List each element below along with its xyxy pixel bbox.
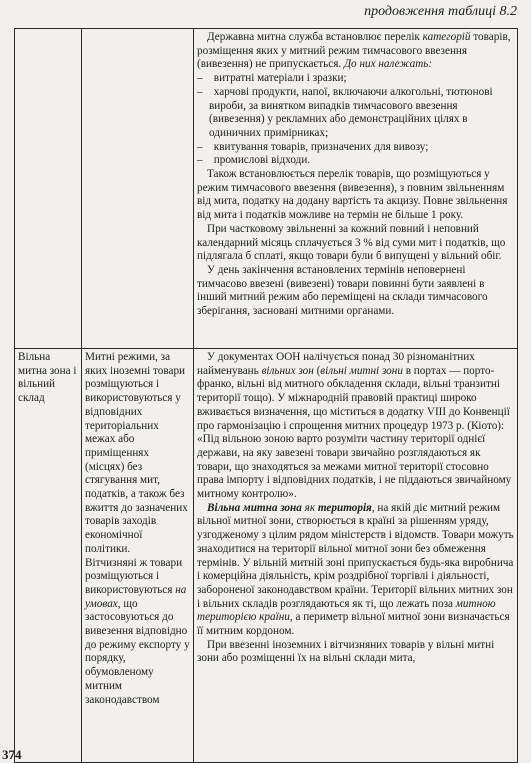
list-item: – харчові продукти, напої, включаючи алкогольні, тютюнові вироби, за винятком випадків тимчасового ввезення (вивезення) у рекламних або демонстраційних цілях в одиничних примірниках;: [197, 85, 493, 139]
paragraph: Митні режими, за яких іноземні товари розміщуються і використовуються у відповідних територіальних межах або приміщеннях (місцях) без стягування мит, податків, а також без вжиття до зазначених товарів заходів економічної політики.: [85, 351, 188, 555]
paragraph: Вітчизняні ж товари розміщуються і використовуються на умовах, що застосовуються до вивезення відповідно до режиму експорту у порядку, обумовленому митним законодавством: [85, 556, 190, 706]
paragraph: У документах ООН налічується понад 30 різноманітних найменувань вільних зон (вільні митні зони в портах — порто-франко, вільні від митного обкладення склади, вільні транзитні території тощо). У міжнародній правовій практиці широко вживається визначення, що міститься в додатку VIII до Конвенції про гармонізацію і спрощення митних процедур 1973 р. (Кіото): «Під вільною зоною варто розуміти частину території однієї держави, на яку завезені товари звичайно розглядаються як товари, що знаходяться за межами митної території стосовно права імпорту і відповідних податків, і не піддаються звичайному митному контролю».: [197, 351, 512, 501]
regime-name: Вільна митна зона і вільний склад: [18, 351, 77, 405]
regime-definition-cell: [82, 349, 194, 763]
list-item: – витратні матеріали і зразки;: [197, 72, 347, 85]
table-row: [15, 349, 518, 763]
table-row: [15, 29, 518, 349]
paragraph: Також встановлюється перелік товарів, що розміщуються у режим тимчасового ввезення (вивезення), з повним звільненням від мита, податку на додану вартість та акцизу. Повне звільнення від мита і податків можливе на термін не більше 1 року.: [197, 168, 508, 222]
paragraph: У день закінчення встановлених термінів неповернені тимчасово ввезені (вивезені) товари повинні бути заявлені в інший митний режим або переміщені на склади тимчасового зберігання, засновані митними органами.: [197, 263, 488, 318]
regime-name-cell: [15, 29, 82, 349]
paragraph: При ввезенні іноземних і вітчизняних товарів у вільні митні зони або розміщенні їх на вільні склади мита,: [197, 638, 495, 665]
paragraph: При частковому звільненні за кожний повний і неповний календарний місяць сплачується 3 % від суми мит і податків, що підлягала б сплаті, якщо товари були б випущені у вільний обіг.: [197, 222, 506, 263]
customs-regimes-table: [14, 28, 518, 763]
list-item: – квитування товарів, призначених для вивозу;: [197, 140, 429, 153]
table-continuation-header: продовження таблиці 8.2: [364, 4, 517, 19]
regime-definition-cell: [82, 29, 194, 349]
regime-name-cell: [15, 349, 82, 763]
regime-details-cell: [194, 29, 518, 349]
list-item: – промислові відходи.: [197, 154, 311, 167]
paragraph: Державна митна служба встановлює перелік категорій товарів, розміщення яких у митний режим тимчасового ввезення (вивезення) не припускається. До них належать:: [197, 31, 511, 71]
page-number: 374: [2, 747, 22, 762]
regime-details-cell: [194, 349, 518, 763]
paragraph: Вільна митна зона як територія, на якій діє митний режим вільної митної зони, створюється в країні за рішенням уряду, узгодженому з цілим рядом міністерств і відомств. Товари можуть знаходитися на території вільної митної зони без обмеження термінів. У вільній митній зоні припускається будь-яка виробнича і комерційна діяльність, крім роздрібної торгівлі і діяльності, забороненої законодавством країни. Території вільних митних зон і вільних складів розглядаються як ті, що лежать поза митною територією країни, а периметр вільної митної зони визначається її митним кордоном.: [197, 501, 514, 638]
